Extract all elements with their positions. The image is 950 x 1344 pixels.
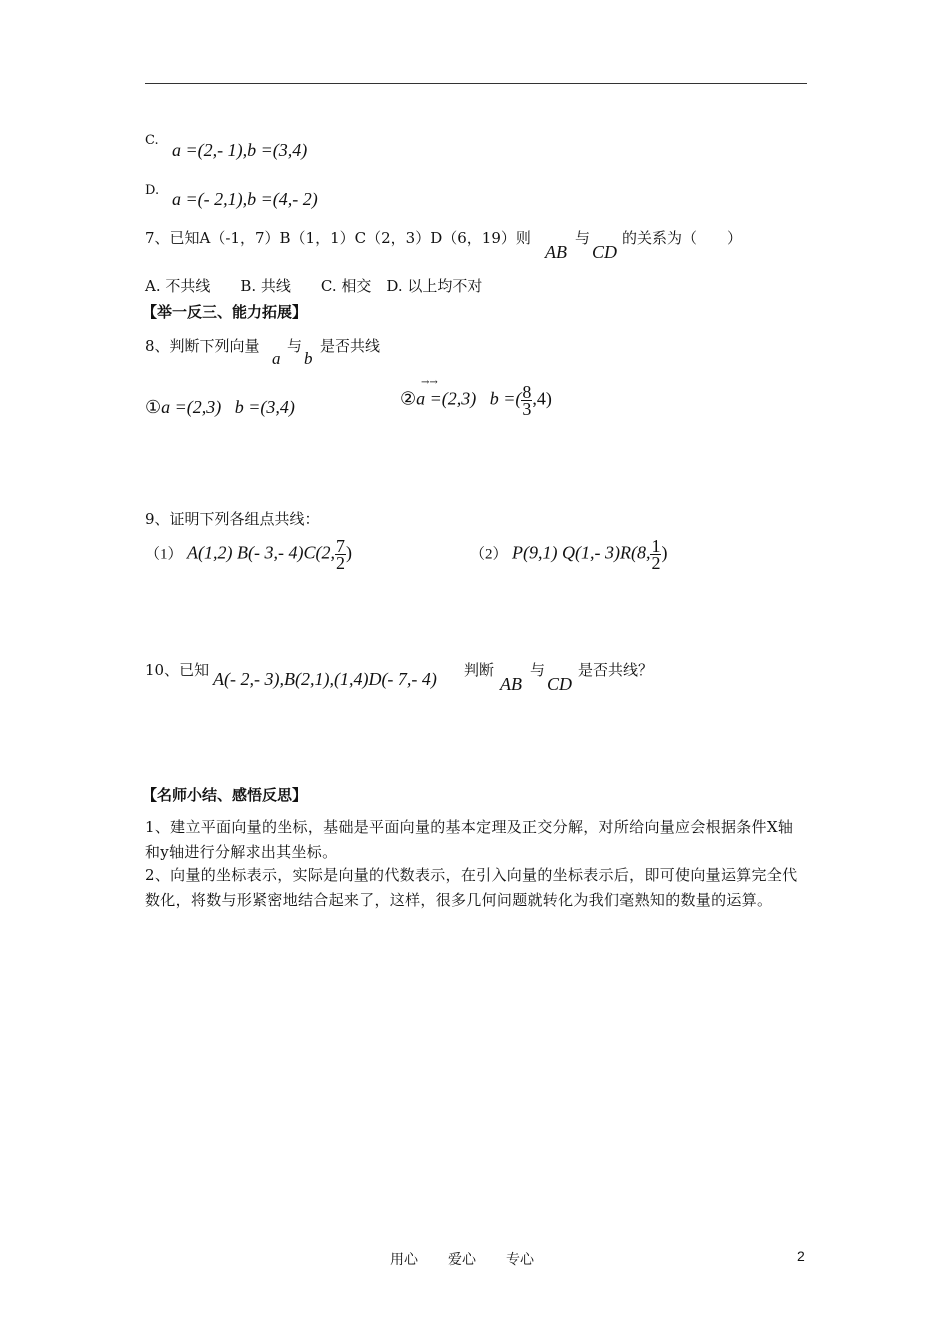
option-d-vector-a: a =(- 2,1), xyxy=(172,189,248,209)
q9-group-1-close: ) xyxy=(345,542,352,563)
q8-pair-2-arrows: →→ xyxy=(421,377,438,388)
q9-group-2-close: ) xyxy=(661,542,668,563)
fraction-numerator: 1 xyxy=(651,536,661,556)
q10-judge: 判断 xyxy=(464,661,495,679)
q8-pair-2-marker: ② xyxy=(400,388,417,409)
q7-yu: 与 xyxy=(575,229,591,247)
q9-group-2-label: （2） xyxy=(470,546,508,563)
q9-group-2-fraction xyxy=(650,538,661,571)
q7-vector-cd: CD xyxy=(592,242,618,262)
footer-word-2: 爱心 xyxy=(448,1252,476,1268)
footer-word-3: 专心 xyxy=(506,1252,534,1268)
option-d-label: D. xyxy=(145,183,160,198)
q8-pair-2-b-open: b =( xyxy=(489,388,522,409)
q9-group-1 xyxy=(145,538,352,571)
q9-text: 9、证明下列各组点共线： xyxy=(145,510,320,528)
q10-vector-ab: AB xyxy=(500,674,522,694)
q8-pair-1-marker: ① xyxy=(145,397,162,417)
q9-group-1-label: （1） xyxy=(145,546,183,563)
option-c-vector-b: b =(3,4) xyxy=(247,140,308,160)
footer-word-1: 用心 xyxy=(390,1252,418,1268)
q9-group-2 xyxy=(470,538,667,571)
q8-pair-2 xyxy=(400,384,552,417)
q8-pair-2-fraction xyxy=(521,384,532,417)
q8-text: 8、判断下列向量 xyxy=(145,337,260,355)
summary-paragraph-2: 2、向量的坐标表示，实际是向量的代数表示，在引入向量的坐标表示后，即可使向量运算完全代数化，将数与形紧密地结合起来了，这样，很多几何问题就转化为我们毫熟知的数量的运算。 xyxy=(145,866,798,909)
q10-points: A(- 2,- 3),B(2,1),(1,4)D(- 7,- 4) xyxy=(213,669,437,689)
q8-vector-a: a xyxy=(272,349,281,368)
header-rule xyxy=(145,83,807,84)
q8-yu: 与 xyxy=(287,337,303,355)
page-footer xyxy=(390,1249,564,1269)
option-d-formula xyxy=(172,189,318,210)
q8-tail: 是否共线 xyxy=(320,337,381,355)
q10-text: 10、已知 xyxy=(145,661,210,679)
section-heading-summary: 【名师小结、感悟反思】 xyxy=(142,786,308,804)
option-c-label: C. xyxy=(145,133,159,148)
q8-pair-2-a: a =(2,3) xyxy=(416,388,477,409)
q8-pair-1-a: a =(2,3) xyxy=(161,397,222,417)
q7-choices: A. 不共线 B. 共线 C. 相交 D. 以上均不对 xyxy=(145,277,483,295)
q10-tail: 是否共线？ xyxy=(578,661,654,679)
option-c-formula xyxy=(172,140,307,161)
q8-pair-1 xyxy=(145,397,295,418)
q9-group-1-points: A(1,2) B(- 3,- 4)C(2, xyxy=(187,542,335,563)
q10-yu: 与 xyxy=(530,661,546,679)
q8-pair-1-b: b =(3,4) xyxy=(234,397,295,417)
section-heading-extension: 【举一反三、能力拓展】 xyxy=(142,303,308,321)
q8-vector-b: b xyxy=(304,349,313,368)
option-c-vector-a: a =(2,- 1), xyxy=(172,140,248,160)
q8-pair-2-b-close: ,4) xyxy=(532,388,552,409)
summary-paragraph-1: 1、建立平面向量的坐标，基础是平面向量的基本定理及正交分解，对所给向量应会根据条件X轴和y轴进行分解求出其坐标。 xyxy=(145,818,794,861)
q9-group-1-fraction xyxy=(335,538,346,571)
fraction-numerator: 7 xyxy=(335,536,345,556)
q7-tail: 的关系为（ ） xyxy=(622,229,743,247)
q10-vector-cd: CD xyxy=(547,674,573,694)
q7-vector-ab: AB xyxy=(545,242,567,262)
fraction-denominator: 3 xyxy=(522,399,532,419)
q9-group-2-points: P(9,1) Q(1,- 3)R(8, xyxy=(512,542,651,563)
option-d-vector-b: b =(4,- 2) xyxy=(247,189,318,209)
fraction-denominator: 2 xyxy=(651,553,661,573)
fraction-numerator: 8 xyxy=(522,382,532,402)
page-number: 2 xyxy=(797,1248,805,1264)
fraction-denominator: 2 xyxy=(335,553,345,573)
q7-text: 7、已知A（-1，7）B（1，1）C（2，3）D（6，19）则 xyxy=(145,229,531,247)
